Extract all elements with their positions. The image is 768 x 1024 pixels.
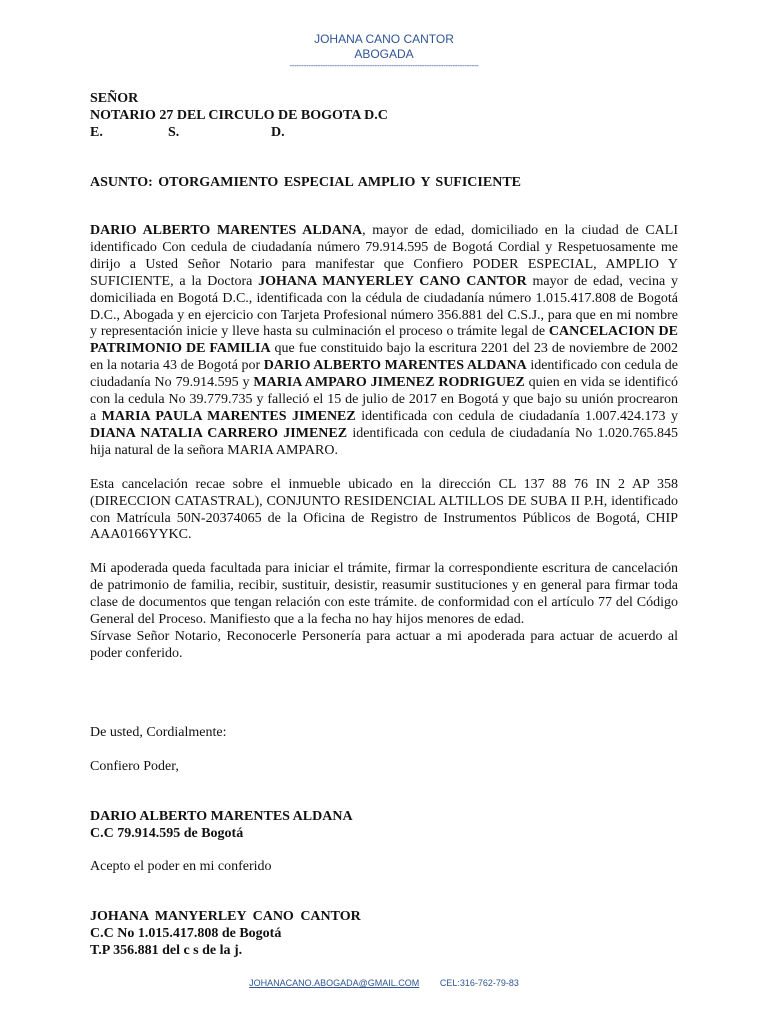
letterhead-name: JOHANA CANO CANTOR: [314, 32, 454, 46]
footer-email-link[interactable]: JOHANACANO.ABOGADA@GMAIL.COM: [249, 978, 420, 988]
addressee-esd: [90, 124, 388, 141]
letter-body: [90, 223, 678, 663]
esd-e: E.: [90, 125, 103, 140]
signature-attorney-id: C.C No 1.015.417.808 de Bogotá: [90, 926, 282, 941]
paragraph-text: identificada con cedula de ciudadanía No 1.020.765.845 hija natural de la señora MARIA AMPARO.: [90, 425, 678, 458]
signature-grantor-name: DARIO ALBERTO MARENTES ALDANA: [90, 809, 353, 824]
esd-s: S.: [168, 125, 180, 140]
letterhead: [0, 32, 768, 70]
child-name-1: MARIA PAULA MARENTES JIMENEZ: [101, 408, 356, 424]
paragraph-powers: Mi apoderada queda facultada para iniciar el trámite, firmar la correspondiente escritura de cancelación de patrimonio de familia, recibir, sustituir, desistir, reasumir sustituciones y en general para firmar toda clase de documentos que tengan relación con este trámite. de conformidad con el artículo 77 del Código General del Proceso. Manifiesto que a la fecha no hay hijos menores de edad.: [90, 561, 678, 628]
procedure-name: CANCELACION DE PATRIMONIO DE FAMILIA: [90, 324, 678, 357]
addressee-salutation: SEÑOR: [90, 91, 139, 106]
signature-attorney: [90, 908, 361, 959]
paragraph-property: Esta cancelación recae sobre el inmueble ubicado en la dirección CL 137 88 76 IN 2 AP 358 (DIRECCION CATASTRAL), CONJUNTO RESIDENCIAL ALTILLOS DE SUBA II P.H, identificado con Matrícula 50N-20374065 de la Oficina de Registro de Instrumentos Públicos de Bogotá, CHIP AAA0166YYKC.: [90, 476, 678, 543]
letterhead-rule: --------------------------------------------------------------------------------: [289, 61, 479, 70]
acceptance-line: Acepto el poder en mi conferido: [90, 859, 272, 874]
addressee-notary: NOTARIO 27 DEL CIRCULO DE BOGOTA D.C: [90, 108, 388, 123]
paragraph-grant: [90, 223, 678, 460]
paragraph-text: mayor de edad, vecina y domiciliada en Bogotá D.C., identificada con la cédula de ciudadanía número 1.015.417.808 de Bogotá D.C., Abogada y en ejercicio con Tarjeta Profesional número 356.881 del C.S.J., para que en mi nombre y representación inicie y lleve hasta su culminación el proceso o trámite legal de: [90, 273, 678, 340]
signature-grantor-id: C.C 79.914.595 de Bogotá: [90, 826, 244, 841]
closing-confiero: Confiero Poder,: [90, 759, 179, 774]
paragraph-text: , mayor de edad, domiciliado en la ciudad de CALI identificado Con cedula de ciudadanía número 79.914.595 de Bogotá Cordial y Respetuosamente me dirijo a Usted Señor Notario para manifestar que Confiero PODER ESPECIAL, AMPLIO Y SUFICIENTE, a la Doctora: [90, 223, 678, 289]
paragraph-text: quien en vida se identificó con la cedula No 39.779.735 y falleció el 15 de julio de 2017 en Bogotá y que bajo su unión procrearon a: [90, 375, 679, 424]
grantor-name-2: DARIO ALBERTO MARENTES ALDANA: [263, 358, 527, 374]
spouse-name: MARIA AMPARO JIMENEZ RODRIGUEZ: [253, 375, 525, 391]
esd-d: D.: [271, 125, 285, 140]
footer: [0, 978, 768, 988]
paragraph-text: identificada con cedula de ciudadanía 1.007.424.173 y: [355, 408, 679, 424]
subject-line: ASUNTO: OTORGAMIENTO ESPECIAL AMPLIO Y SUFICIENTE: [90, 175, 521, 190]
grantor-name: DARIO ALBERTO MARENTES ALDANA: [90, 223, 363, 238]
addressee-block: [90, 90, 388, 141]
signature-attorney-name: JOHANA MANYERLEY CANO CANTOR: [90, 909, 361, 924]
attorney-name: JOHANA MANYERLEY CANO CANTOR: [258, 273, 527, 289]
signature-grantor: [90, 808, 353, 842]
child-name-2: DIANA NATALIA CARRERO JIMENEZ: [90, 425, 348, 441]
signature-attorney-tp: T.P 356.881 del c s de la j.: [90, 943, 243, 958]
paragraph-text: que fue constituido bajo la escritura 2201 del 23 de noviembre de 2002 en la notaria 43 de Bogotá por: [90, 341, 678, 374]
closing-cordially: De usted, Cordialmente:: [90, 725, 227, 740]
paragraph-text: identificado con cedula de ciudadanía No 79.914.595 y: [90, 358, 678, 391]
footer-phone: CEL:316-762-79-83: [439, 978, 519, 988]
paragraph-request: Sírvase Señor Notario, Reconocerle Personería para actuar a mi apoderada para actuar de acuerdo al poder conferido.: [90, 628, 678, 661]
letterhead-title: ABOGADA: [354, 47, 414, 61]
